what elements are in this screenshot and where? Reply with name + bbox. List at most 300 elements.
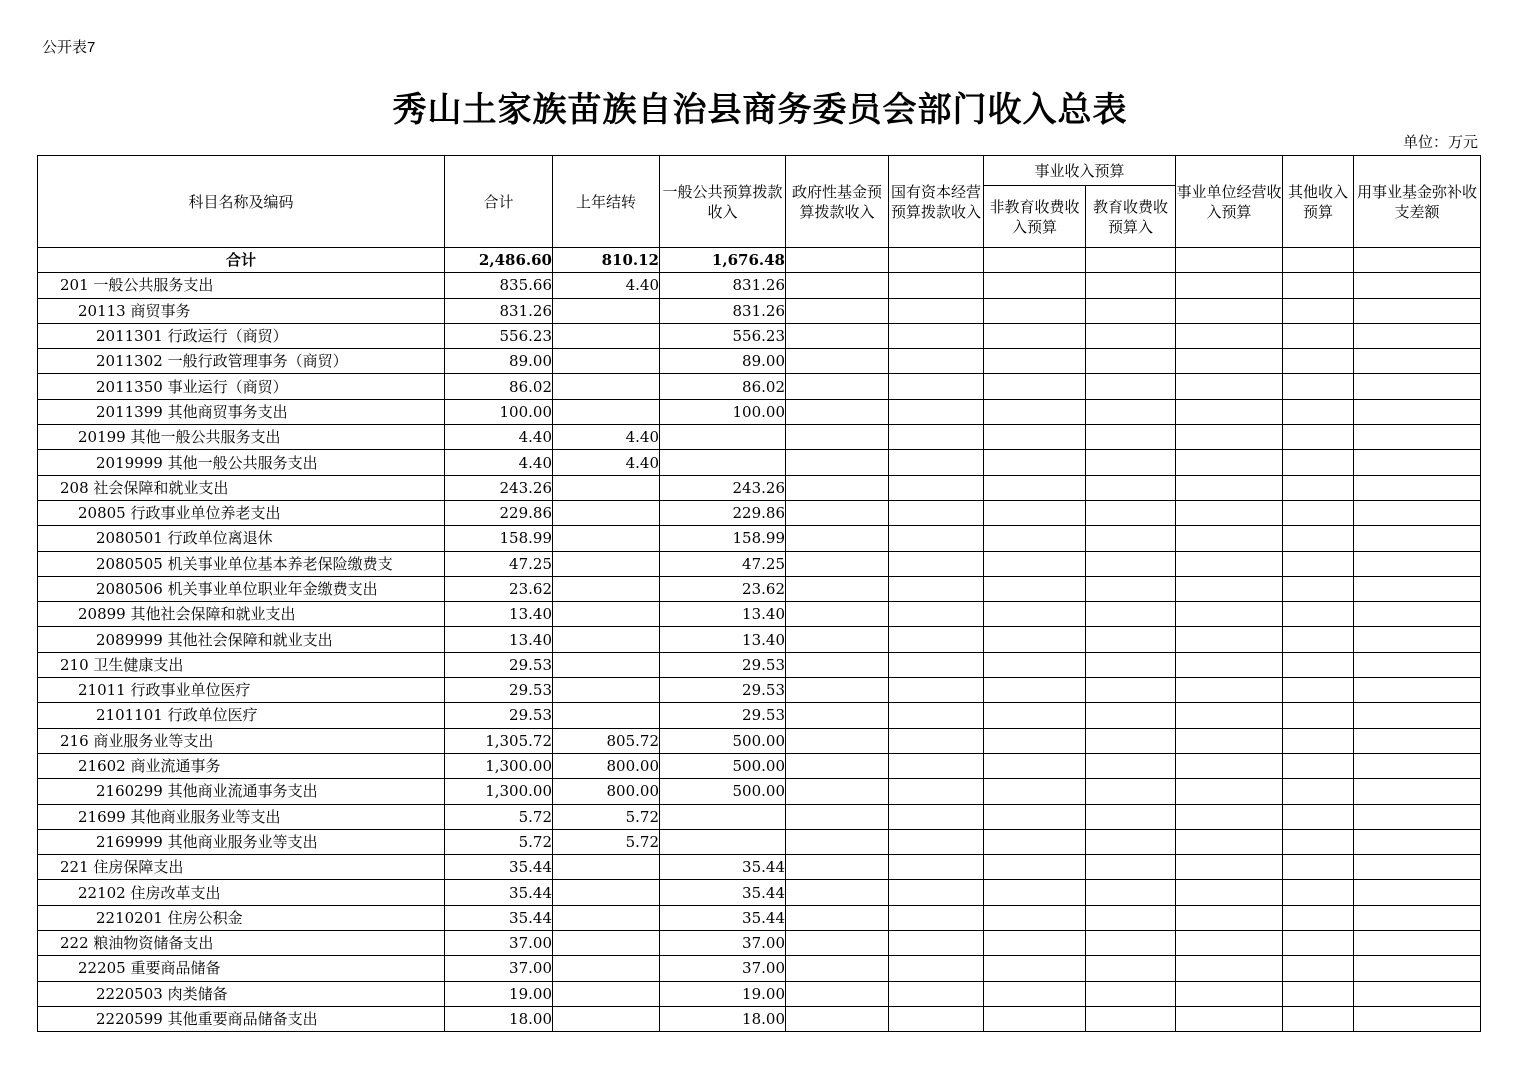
empty-cell: [889, 931, 984, 956]
empty-cell: [1283, 298, 1354, 323]
empty-cell: [1354, 652, 1481, 677]
empty-cell: [1176, 475, 1283, 500]
empty-cell: [1354, 399, 1481, 424]
empty-cell: [786, 425, 889, 450]
empty-cell: [1283, 880, 1354, 905]
empty-cell: [1176, 728, 1283, 753]
empty-cell: [1354, 829, 1481, 854]
empty-cell: [1283, 475, 1354, 500]
empty-cell: [984, 349, 1086, 374]
carryover-cell: 5.72: [553, 804, 660, 829]
empty-cell: [889, 678, 984, 703]
header-unit-operating: 事业单位经营收入预算: [1176, 156, 1283, 248]
empty-cell: [889, 855, 984, 880]
carryover-cell: [553, 652, 660, 677]
general-budget-cell: 243.26: [660, 475, 786, 500]
empty-cell: [889, 829, 984, 854]
general-budget-cell: 500.00: [660, 779, 786, 804]
total-cell: 1,300.00: [445, 753, 553, 778]
total-cell: 5.72: [445, 804, 553, 829]
empty-cell: [984, 248, 1086, 273]
carryover-cell: [553, 880, 660, 905]
empty-cell: [1086, 779, 1176, 804]
empty-cell: [786, 652, 889, 677]
empty-cell: [1283, 248, 1354, 273]
subject-cell: 21602 商业流通事务: [38, 753, 445, 778]
total-cell: 19.00: [445, 981, 553, 1006]
total-label: 合计: [38, 248, 445, 273]
empty-cell: [1283, 450, 1354, 475]
carryover-cell: 805.72: [553, 728, 660, 753]
table-row: [38, 652, 1481, 677]
subject-cell: 2011301 行政运行（商贸）: [38, 323, 445, 348]
empty-cell: [786, 905, 889, 930]
empty-cell: [1086, 399, 1176, 424]
total-cell: 37.00: [445, 956, 553, 981]
empty-cell: [1354, 981, 1481, 1006]
subject-cell: 2080505 机关事业单位基本养老保险缴费支: [38, 551, 445, 576]
total-row: [38, 248, 1481, 273]
subject-cell: 2011399 其他商贸事务支出: [38, 399, 445, 424]
subject-cell: 20199 其他一般公共服务支出: [38, 425, 445, 450]
table-row: [38, 880, 1481, 905]
empty-cell: [1176, 981, 1283, 1006]
empty-cell: [1283, 855, 1354, 880]
total-cell: 35.44: [445, 855, 553, 880]
empty-cell: [984, 703, 1086, 728]
empty-cell: [984, 956, 1086, 981]
total-cell: 158.99: [445, 526, 553, 551]
empty-cell: [1283, 678, 1354, 703]
header-edu-fee: 教育收费收预算入: [1086, 186, 1176, 248]
table-row: [38, 981, 1481, 1006]
empty-cell: [1176, 956, 1283, 981]
general-budget-cell: 158.99: [660, 526, 786, 551]
total-cell: 89.00: [445, 349, 553, 374]
empty-cell: [786, 349, 889, 374]
header-total: 合计: [445, 156, 553, 248]
empty-cell: [1283, 829, 1354, 854]
empty-cell: [984, 905, 1086, 930]
empty-cell: [1176, 880, 1283, 905]
subject-cell: 2169999 其他商业服务业等支出: [38, 829, 445, 854]
empty-cell: [1176, 298, 1283, 323]
empty-cell: [1086, 931, 1176, 956]
carryover-cell: [553, 956, 660, 981]
general-budget-cell: 13.40: [660, 602, 786, 627]
general-budget-cell: [660, 425, 786, 450]
carryover-cell: 800.00: [553, 753, 660, 778]
empty-cell: [1086, 652, 1176, 677]
empty-cell: [1354, 956, 1481, 981]
carryover-cell: [553, 399, 660, 424]
empty-cell: [1086, 298, 1176, 323]
carryover-cell: [553, 931, 660, 956]
header-state-capital: 国有资本经营预算拨款收入: [889, 156, 984, 248]
empty-cell: [1354, 450, 1481, 475]
empty-cell: [984, 551, 1086, 576]
general-budget-cell: 831.26: [660, 298, 786, 323]
empty-cell: [889, 323, 984, 348]
table-row: [38, 703, 1481, 728]
subject-cell: 2220503 肉类储备: [38, 981, 445, 1006]
empty-cell: [1283, 703, 1354, 728]
empty-cell: [1354, 576, 1481, 601]
empty-cell: [1354, 475, 1481, 500]
total-cell: 29.53: [445, 652, 553, 677]
empty-cell: [1176, 1006, 1283, 1031]
empty-cell: [984, 425, 1086, 450]
table-row: [38, 956, 1481, 981]
empty-cell: [984, 526, 1086, 551]
carryover-cell: [553, 374, 660, 399]
total-cell: 47.25: [445, 551, 553, 576]
table-row: [38, 475, 1481, 500]
table-row: [38, 526, 1481, 551]
general-budget-cell: 100.00: [660, 399, 786, 424]
total-cell: 86.02: [445, 374, 553, 399]
empty-cell: [1176, 576, 1283, 601]
empty-cell: [1354, 880, 1481, 905]
empty-cell: [1086, 273, 1176, 298]
table-row: [38, 425, 1481, 450]
empty-cell: [984, 576, 1086, 601]
empty-cell: [1354, 753, 1481, 778]
subject-cell: 20899 其他社会保障和就业支出: [38, 602, 445, 627]
empty-cell: [889, 652, 984, 677]
general-budget-cell: 35.44: [660, 855, 786, 880]
empty-cell: [1283, 349, 1354, 374]
empty-cell: [786, 703, 889, 728]
carryover-cell: [553, 627, 660, 652]
header-non-edu-fee: 非教育收费收入预算: [984, 186, 1086, 248]
table-row: [38, 1006, 1481, 1031]
empty-cell: [1176, 248, 1283, 273]
general-budget-cell: 19.00: [660, 981, 786, 1006]
general-budget-cell: 831.26: [660, 273, 786, 298]
empty-cell: [1176, 526, 1283, 551]
total-cell: 835.66: [445, 273, 553, 298]
empty-cell: [786, 551, 889, 576]
general-budget-cell: 29.53: [660, 703, 786, 728]
empty-cell: [1176, 349, 1283, 374]
empty-cell: [1086, 475, 1176, 500]
empty-cell: [889, 981, 984, 1006]
empty-cell: [1354, 526, 1481, 551]
empty-cell: [1176, 804, 1283, 829]
empty-cell: [1086, 374, 1176, 399]
income-summary-table: [37, 155, 1481, 1032]
empty-cell: [786, 678, 889, 703]
empty-cell: [1354, 551, 1481, 576]
total-cell: 18.00: [445, 1006, 553, 1031]
empty-cell: [984, 602, 1086, 627]
empty-cell: [889, 728, 984, 753]
empty-cell: [786, 855, 889, 880]
general-budget-cell: 229.86: [660, 500, 786, 525]
empty-cell: [1354, 349, 1481, 374]
empty-cell: [786, 399, 889, 424]
total-general: 1,676.48: [660, 248, 786, 273]
general-budget-cell: 500.00: [660, 753, 786, 778]
general-budget-cell: 23.62: [660, 576, 786, 601]
table-row: [38, 298, 1481, 323]
total-cell: 4.40: [445, 425, 553, 450]
table-row: [38, 602, 1481, 627]
carryover-cell: [553, 981, 660, 1006]
empty-cell: [786, 576, 889, 601]
table-row: [38, 855, 1481, 880]
empty-cell: [1283, 728, 1354, 753]
empty-cell: [1086, 703, 1176, 728]
table-header: [38, 156, 1481, 248]
total-cell: 556.23: [445, 323, 553, 348]
empty-cell: [1176, 627, 1283, 652]
empty-cell: [984, 298, 1086, 323]
empty-cell: [786, 956, 889, 981]
empty-cell: [1283, 956, 1354, 981]
page-title: 秀山土家族苗族自治县商务委员会部门收入总表: [392, 90, 1128, 130]
empty-cell: [1283, 931, 1354, 956]
empty-cell: [984, 678, 1086, 703]
empty-cell: [1283, 551, 1354, 576]
empty-cell: [984, 323, 1086, 348]
empty-cell: [1176, 855, 1283, 880]
empty-cell: [786, 500, 889, 525]
empty-cell: [1086, 526, 1176, 551]
empty-cell: [984, 728, 1086, 753]
empty-cell: [1283, 1006, 1354, 1031]
empty-cell: [786, 829, 889, 854]
table-row: [38, 399, 1481, 424]
empty-cell: [984, 399, 1086, 424]
empty-cell: [1283, 425, 1354, 450]
empty-cell: [786, 728, 889, 753]
empty-cell: [889, 551, 984, 576]
table-row: [38, 905, 1481, 930]
table-row: [38, 627, 1481, 652]
empty-cell: [786, 450, 889, 475]
empty-cell: [786, 981, 889, 1006]
general-budget-cell: 29.53: [660, 678, 786, 703]
total-cell: 35.44: [445, 880, 553, 905]
header-carryover: 上年结转: [553, 156, 660, 248]
empty-cell: [1086, 602, 1176, 627]
empty-cell: [1283, 779, 1354, 804]
empty-cell: [1354, 728, 1481, 753]
empty-cell: [889, 298, 984, 323]
empty-cell: [1354, 703, 1481, 728]
empty-cell: [1086, 248, 1176, 273]
empty-cell: [889, 956, 984, 981]
total-cell: 831.26: [445, 298, 553, 323]
total-cell: 13.40: [445, 602, 553, 627]
unit-label: 单位：万元: [1402, 133, 1478, 151]
empty-cell: [786, 298, 889, 323]
empty-cell: [1176, 273, 1283, 298]
carryover-cell: 4.40: [553, 450, 660, 475]
empty-cell: [889, 425, 984, 450]
empty-cell: [1283, 981, 1354, 1006]
empty-cell: [1086, 981, 1176, 1006]
empty-cell: [984, 273, 1086, 298]
empty-cell: [1283, 576, 1354, 601]
empty-cell: [984, 981, 1086, 1006]
general-budget-cell: 86.02: [660, 374, 786, 399]
empty-cell: [1283, 804, 1354, 829]
empty-cell: [984, 652, 1086, 677]
subject-cell: 21011 行政事业单位医疗: [38, 678, 445, 703]
empty-cell: [889, 475, 984, 500]
empty-cell: [1176, 779, 1283, 804]
general-budget-cell: 37.00: [660, 931, 786, 956]
document-label: 公开表7: [42, 39, 96, 56]
carryover-cell: [553, 678, 660, 703]
empty-cell: [1176, 931, 1283, 956]
empty-cell: [1354, 248, 1481, 273]
general-budget-cell: 35.44: [660, 880, 786, 905]
empty-cell: [786, 779, 889, 804]
empty-cell: [1283, 273, 1354, 298]
total-cell: 35.44: [445, 905, 553, 930]
empty-cell: [889, 273, 984, 298]
subject-cell: 201 一般公共服务支出: [38, 273, 445, 298]
subject-cell: 20805 行政事业单位养老支出: [38, 500, 445, 525]
empty-cell: [984, 779, 1086, 804]
table-row: [38, 576, 1481, 601]
empty-cell: [889, 500, 984, 525]
empty-cell: [984, 500, 1086, 525]
empty-cell: [1086, 576, 1176, 601]
empty-cell: [1086, 855, 1176, 880]
empty-cell: [1354, 500, 1481, 525]
empty-cell: [1283, 627, 1354, 652]
carryover-cell: 4.40: [553, 273, 660, 298]
empty-cell: [1086, 500, 1176, 525]
empty-cell: [786, 248, 889, 273]
general-budget-cell: 18.00: [660, 1006, 786, 1031]
empty-cell: [1176, 323, 1283, 348]
empty-cell: [984, 627, 1086, 652]
empty-cell: [1086, 425, 1176, 450]
empty-cell: [1086, 551, 1176, 576]
empty-cell: [1086, 450, 1176, 475]
header-other-income: 其他收入预算: [1283, 156, 1354, 248]
empty-cell: [1086, 905, 1176, 930]
empty-cell: [1176, 602, 1283, 627]
empty-cell: [786, 753, 889, 778]
empty-cell: [786, 880, 889, 905]
general-budget-cell: [660, 829, 786, 854]
empty-cell: [1176, 652, 1283, 677]
subject-cell: 21699 其他商业服务业等支出: [38, 804, 445, 829]
subject-cell: 2011302 一般行政管理事务（商贸）: [38, 349, 445, 374]
empty-cell: [889, 602, 984, 627]
carryover-cell: 800.00: [553, 779, 660, 804]
carryover-cell: [553, 349, 660, 374]
empty-cell: [889, 450, 984, 475]
table-row: [38, 804, 1481, 829]
total-amount: 2,486.60: [445, 248, 553, 273]
subject-cell: 2220599 其他重要商品储备支出: [38, 1006, 445, 1031]
total-cell: 13.40: [445, 627, 553, 652]
empty-cell: [889, 526, 984, 551]
empty-cell: [1086, 627, 1176, 652]
empty-cell: [1283, 652, 1354, 677]
empty-cell: [889, 248, 984, 273]
empty-cell: [1086, 880, 1176, 905]
table-row: [38, 551, 1481, 576]
table-row: [38, 779, 1481, 804]
empty-cell: [1354, 1006, 1481, 1031]
empty-cell: [889, 576, 984, 601]
empty-cell: [1354, 931, 1481, 956]
table-row: [38, 374, 1481, 399]
empty-cell: [1354, 855, 1481, 880]
general-budget-cell: [660, 804, 786, 829]
subject-cell: 2019999 其他一般公共服务支出: [38, 450, 445, 475]
empty-cell: [889, 1006, 984, 1031]
general-budget-cell: [660, 450, 786, 475]
empty-cell: [786, 627, 889, 652]
carryover-cell: [553, 1006, 660, 1031]
subject-cell: 221 住房保障支出: [38, 855, 445, 880]
carryover-cell: [553, 602, 660, 627]
carryover-cell: [553, 526, 660, 551]
empty-cell: [1176, 905, 1283, 930]
table-row: [38, 753, 1481, 778]
carryover-cell: [553, 703, 660, 728]
subject-cell: 2210201 住房公积金: [38, 905, 445, 930]
header-business-income-group: 事业收入预算: [984, 156, 1176, 186]
table-row: [38, 450, 1481, 475]
empty-cell: [889, 349, 984, 374]
empty-cell: [1176, 399, 1283, 424]
total-carryover: 810.12: [553, 248, 660, 273]
subject-cell: 22102 住房改革支出: [38, 880, 445, 905]
subject-cell: 222 粮油物资储备支出: [38, 931, 445, 956]
total-cell: 37.00: [445, 931, 553, 956]
empty-cell: [786, 374, 889, 399]
empty-cell: [889, 905, 984, 930]
empty-cell: [1176, 450, 1283, 475]
empty-cell: [1176, 753, 1283, 778]
general-budget-cell: 556.23: [660, 323, 786, 348]
empty-cell: [1283, 500, 1354, 525]
general-budget-cell: 35.44: [660, 905, 786, 930]
general-budget-cell: 29.53: [660, 652, 786, 677]
empty-cell: [1354, 273, 1481, 298]
empty-cell: [984, 931, 1086, 956]
header-subject: 科目名称及编码: [38, 156, 445, 248]
subject-cell: 208 社会保障和就业支出: [38, 475, 445, 500]
subject-cell: 216 商业服务业等支出: [38, 728, 445, 753]
empty-cell: [984, 880, 1086, 905]
total-cell: 229.86: [445, 500, 553, 525]
empty-cell: [1354, 323, 1481, 348]
subject-cell: 210 卫生健康支出: [38, 652, 445, 677]
empty-cell: [889, 374, 984, 399]
empty-cell: [984, 804, 1086, 829]
table-row: [38, 273, 1481, 298]
empty-cell: [1354, 298, 1481, 323]
carryover-cell: [553, 905, 660, 930]
total-cell: 1,300.00: [445, 779, 553, 804]
header-fund-offset: 用事业基金弥补收支差额: [1354, 156, 1481, 248]
empty-cell: [984, 475, 1086, 500]
empty-cell: [1086, 678, 1176, 703]
carryover-cell: [553, 551, 660, 576]
